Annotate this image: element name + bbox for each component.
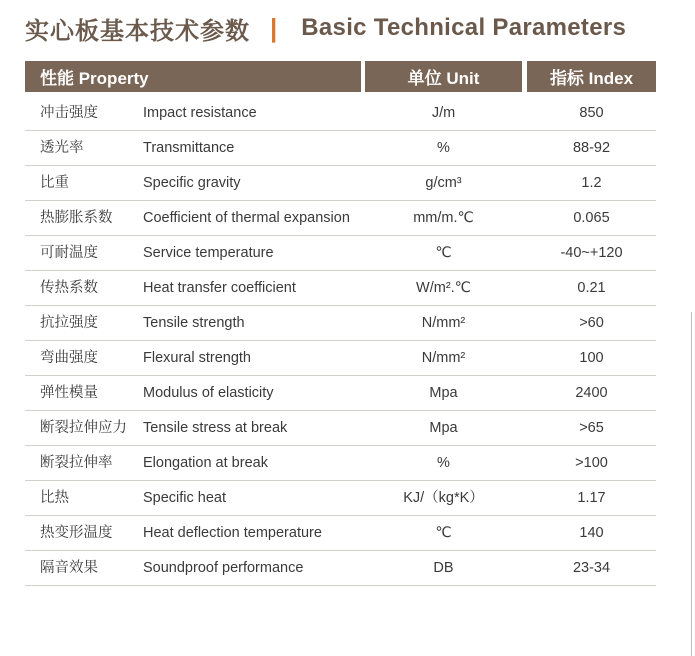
row-unit: Mpa: [429, 385, 458, 401]
table-row: [25, 341, 656, 376]
row-index: 23-34: [572, 560, 611, 576]
row-property-en: Heat deflection temperature: [143, 525, 322, 541]
table-row: [25, 236, 656, 271]
row-property-cn: 可耐温度: [40, 245, 98, 261]
row-property-cn: 冲击强度: [40, 105, 98, 121]
divider-line: [691, 312, 692, 656]
row-index: 1.17: [577, 490, 606, 506]
row-property-en: Service temperature: [143, 245, 274, 261]
row-index: >65: [579, 420, 604, 436]
row-property-en: Transmittance: [143, 140, 235, 156]
header-unit: 单位 Unit: [365, 61, 522, 92]
table-row: [25, 551, 656, 586]
table-row: [25, 166, 656, 201]
row-property-cn: 断裂拉伸率: [40, 455, 113, 471]
row-unit: W/m².℃: [416, 280, 471, 296]
row-unit: %: [437, 455, 450, 471]
row-unit: Mpa: [429, 420, 458, 436]
row-unit: N/mm²: [421, 315, 466, 331]
row-property-cn: 比重: [40, 175, 69, 191]
table-row: [25, 201, 656, 236]
row-index: 850: [579, 105, 604, 121]
row-index: 2400: [575, 385, 608, 401]
row-unit: KJ/（kg*K）: [403, 490, 484, 506]
row-unit: J/m: [431, 105, 456, 121]
row-index: >60: [579, 315, 604, 331]
row-property-en: Tensile strength: [143, 315, 245, 331]
row-property-cn: 弹性模量: [40, 385, 98, 401]
row-property-en: Specific heat: [143, 490, 227, 506]
row-property-cn: 透光率: [40, 140, 84, 156]
row-property-en: Flexural strength: [143, 350, 251, 366]
page-title: [25, 10, 626, 46]
row-property-cn: 比热: [40, 490, 69, 506]
table-row: [25, 411, 656, 446]
row-unit: g/cm³: [425, 175, 462, 191]
title-separator: |: [270, 12, 278, 43]
table-row: [25, 376, 656, 411]
table-row: [25, 481, 656, 516]
table-row: [25, 96, 656, 131]
row-unit: ℃: [435, 525, 452, 541]
row-property-en: Elongation at break: [143, 455, 268, 471]
row-index: 1.2: [581, 175, 602, 191]
row-unit: DB: [433, 560, 454, 576]
row-property-cn: 热变形温度: [40, 525, 113, 541]
title-chinese: 实心板基本技术参数: [25, 17, 250, 45]
row-index: 0.21: [577, 280, 606, 296]
table-header: [25, 61, 656, 92]
table-row: [25, 306, 656, 341]
header-property: 性能 Property: [25, 61, 361, 92]
row-property-cn: 抗拉强度: [40, 315, 98, 331]
title-english: Basic Technical Parameters: [301, 14, 627, 41]
table-row: [25, 516, 656, 551]
row-unit: ℃: [435, 245, 452, 261]
row-property-en: Soundproof performance: [143, 560, 304, 576]
row-unit: N/mm²: [421, 350, 466, 366]
row-property-en: Specific gravity: [143, 175, 241, 191]
parameter-table: [25, 96, 656, 586]
row-unit: %: [437, 140, 450, 156]
row-index: 100: [579, 350, 604, 366]
row-unit: mm/m.℃: [413, 210, 474, 226]
row-index: 88-92: [572, 140, 611, 156]
row-index: >100: [575, 455, 608, 471]
table-row: [25, 446, 656, 481]
row-property-cn: 断裂拉伸应力: [40, 420, 127, 436]
header-index: 指标 Index: [527, 61, 656, 92]
row-index: 0.065: [573, 210, 610, 226]
table-row: [25, 271, 656, 306]
row-property-cn: 弯曲强度: [40, 350, 98, 366]
row-property-cn: 热膨胀系数: [40, 210, 113, 226]
row-property-en: Tensile stress at break: [143, 420, 288, 436]
row-property-en: Modulus of elasticity: [143, 385, 274, 401]
row-index: 140: [579, 525, 604, 541]
table-row: [25, 131, 656, 166]
row-property-en: Heat transfer coefficient: [143, 280, 296, 296]
row-property-cn: 传热系数: [40, 280, 98, 296]
row-property-cn: 隔音效果: [40, 560, 98, 576]
row-index: -40~+120: [560, 245, 623, 261]
row-property-en: Coefficient of thermal expansion: [143, 210, 350, 226]
row-property-en: Impact resistance: [143, 105, 257, 121]
